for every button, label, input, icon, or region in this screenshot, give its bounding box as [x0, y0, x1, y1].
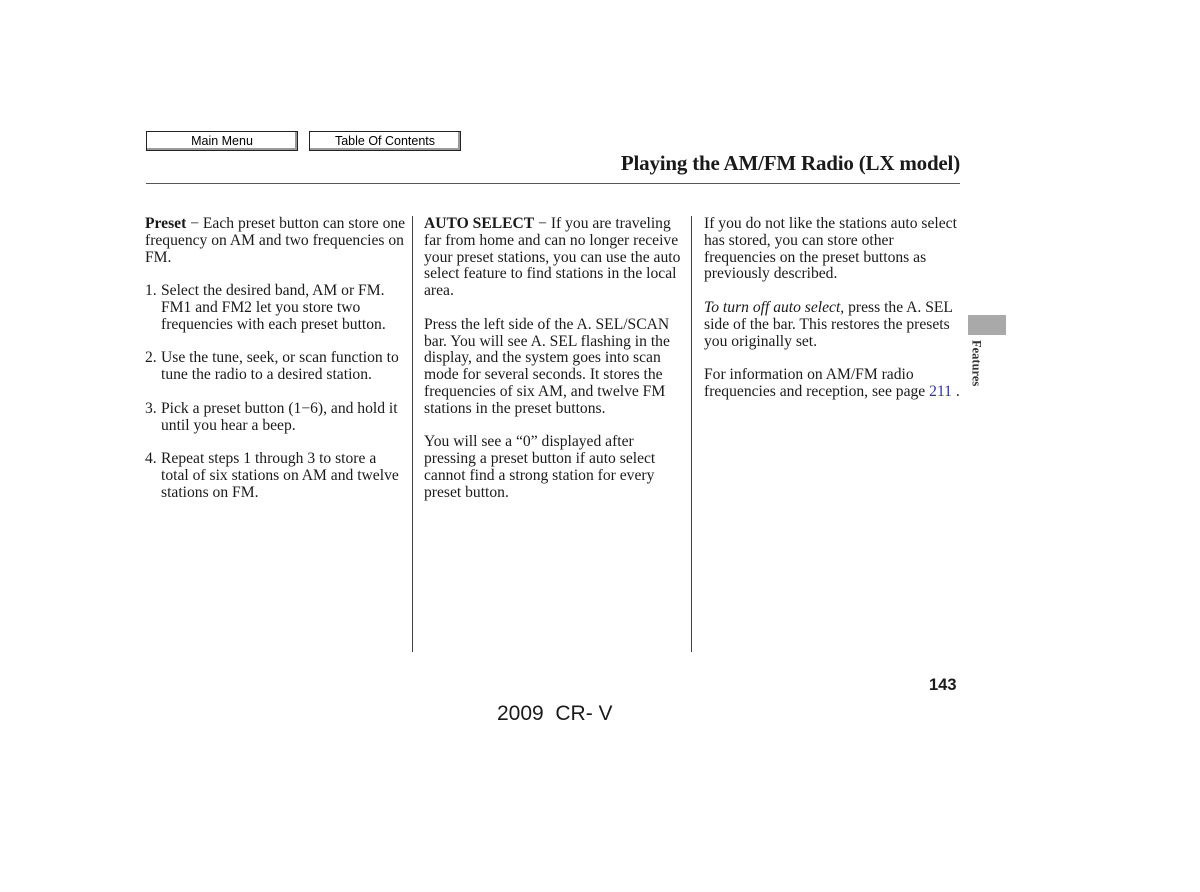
step-4 [145, 451, 407, 501]
preset-heading: Preset [145, 215, 187, 232]
column-preset [145, 216, 407, 518]
preset-paragraph [145, 216, 407, 266]
column-auto-select [424, 216, 686, 518]
turn-off-paragraph [704, 300, 966, 350]
step-number: 3. [145, 399, 157, 417]
step-1 [145, 283, 407, 333]
section-label: Features [969, 340, 984, 387]
preset-dash: − [190, 215, 199, 232]
step-text: Use the tune, seek, or scan function to tune the radio to a desired station. [161, 349, 399, 384]
scan-instructions: Press the left side of the A. SEL/SCAN bar. You will see A. SEL flashing in the display, and the system goes into scan mode for several seconds. It stores the frequencies of six AM, and twelve FM stations in the preset buttons. [424, 315, 670, 417]
auto-select-intro: If you are traveling far from home and can no longer receive your preset stations, you can use the auto select feature to find stations in the local area. [424, 215, 681, 300]
step-3 [145, 401, 407, 435]
section-tab [968, 315, 1006, 335]
preset-text: Each preset button can store one frequency on AM and two frequencies on FM. [145, 215, 406, 266]
title-divider [146, 183, 960, 184]
footer-model: 2009 CR- V [497, 702, 613, 725]
main-menu-button[interactable]: Main Menu [146, 131, 298, 151]
turn-off-lead: To turn off auto select, [704, 298, 845, 316]
auto-select-dash: − [538, 215, 547, 232]
step-number: 4. [145, 450, 157, 468]
page-number: 143 [929, 676, 957, 694]
column-notes [704, 216, 966, 418]
step-text: Pick a preset button (1−6), and hold it until you hear a beep. [161, 399, 398, 434]
turn-off-text: press the A. SEL side of the bar. This restores the presets you originally set. [704, 298, 953, 350]
info-end: . [951, 382, 960, 400]
step-text: Repeat steps 1 through 3 to store a total of six stations on AM and twelve stations on FM. [161, 450, 399, 501]
info-text: For information on AM/FM radio frequencies and reception, see page [704, 366, 926, 400]
store-other-paragraph: If you do not like the stations auto select has stored, you can store other frequencies on the preset buttons as previously described. [704, 215, 957, 283]
step-text: Select the desired band, AM or FM. FM1 and FM2 let you store two frequencies with each preset button. [161, 282, 386, 333]
zero-display-note: You will see a “0” displayed after pressing a preset button if auto select cannot find a strong station for every preset button. [424, 433, 656, 501]
step-number: 1. [145, 282, 157, 300]
page-title: Playing the AM/FM Radio (LX model) [620, 151, 960, 175]
step-2 [145, 350, 407, 384]
column-divider [691, 216, 692, 652]
page-reference-link[interactable]: 211 [929, 382, 952, 400]
auto-select-paragraph [424, 216, 686, 300]
auto-select-heading: AUTO SELECT [424, 215, 535, 232]
table-of-contents-button[interactable]: Table Of Contents [309, 131, 461, 151]
column-divider [412, 216, 413, 652]
step-number: 2. [145, 349, 157, 367]
info-paragraph [704, 367, 966, 401]
